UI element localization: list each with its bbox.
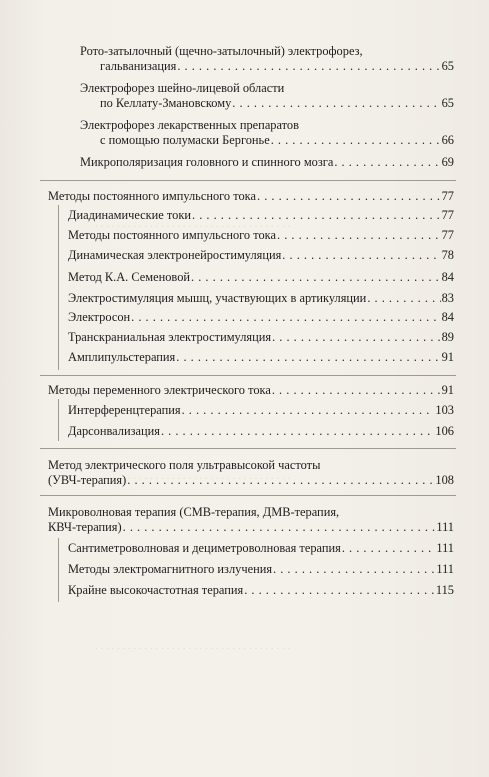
toc-entry[interactable]	[68, 350, 454, 365]
divider	[58, 205, 59, 370]
toc-entry[interactable]	[68, 310, 454, 325]
toc-entry-text: Амплипульстерапия	[68, 350, 176, 364]
show-through-text: . . . . . . . . . . . . . . . . . . . . . . . . . . . . . . . . . . . .	[95, 640, 291, 652]
toc-page-number: 91	[441, 350, 454, 364]
toc-entry-text: Микроволновая терапия (СМВ-терапия, ДМВ-терапия,	[48, 505, 340, 519]
toc-page-number: 84	[441, 310, 454, 324]
toc-entry-text: Микрополяризация головного и спинного мозга	[80, 155, 334, 169]
toc-page-number: 111	[436, 520, 454, 534]
toc-entry-text: Электросон	[68, 310, 131, 324]
toc-page-number: 106	[435, 424, 454, 438]
toc-entry-text: Методы переменного электрического тока	[48, 383, 271, 397]
toc-entry-text: Рото-затылочный (щечно-затылочный) электрофорез,	[80, 44, 363, 58]
toc-entry[interactable]	[80, 81, 454, 111]
toc-entry-text: Электростимуляция мышц, участвующих в артикуляции	[68, 291, 367, 305]
toc-entry[interactable]	[48, 189, 454, 204]
toc-entry-text: КВЧ-терапия)	[48, 520, 122, 534]
toc-page-number: 103	[435, 403, 454, 417]
toc-page-number: 65	[441, 59, 454, 73]
toc-page-number: 91	[441, 383, 454, 397]
toc-entry-text: (УВЧ-терапия)	[48, 473, 127, 487]
toc-entry[interactable]	[68, 330, 454, 345]
toc-entry-text: Методы электромагнитного излучения	[68, 562, 273, 576]
toc-entry[interactable]	[68, 562, 454, 577]
show-through-text: . . . . . . . . . . . . . . . . . . . . . . . . . . . . . . . . . . . .	[95, 470, 291, 482]
toc-entry[interactable]	[48, 458, 454, 488]
toc-page-number: 65	[441, 96, 454, 110]
toc-entry-text: Дарсонвализация	[68, 424, 160, 438]
toc-entry-text: Электрофорез шейно-лицевой области	[80, 81, 285, 95]
toc-page-number: 108	[435, 473, 454, 487]
toc-entry-text: Метод К.А. Семеновой	[68, 270, 191, 284]
show-through-text: . . . . . . . . . . . . . . . . . . . . . . . . . . . . . . . . . . . .	[95, 218, 291, 230]
toc-entry-text: Сантиметроволновая и дециметроволновая терапия	[68, 541, 341, 555]
toc-entry[interactable]	[48, 505, 454, 535]
divider	[58, 538, 59, 602]
toc-page-number: 77	[441, 208, 454, 222]
toc-entry[interactable]	[68, 208, 454, 223]
toc-entry[interactable]	[80, 44, 454, 74]
toc-page-number: 66	[441, 133, 454, 147]
divider	[58, 399, 59, 441]
toc-entry-text: Методы постоянного импульсного тока	[48, 189, 256, 203]
toc-entry-text: Методы постоянного импульсного тока	[68, 228, 276, 242]
toc-page-number: 111	[436, 541, 454, 555]
toc-page-number: 84	[441, 270, 454, 284]
toc-page-number: 78	[441, 248, 454, 262]
toc-page-number: 69	[441, 155, 454, 169]
toc-entry[interactable]	[68, 541, 454, 556]
toc-page-number: 111	[436, 562, 454, 576]
toc-entry[interactable]	[48, 383, 454, 398]
toc-page-number: 77	[441, 228, 454, 242]
divider	[40, 180, 456, 181]
toc-entry[interactable]	[80, 155, 454, 170]
toc-entry-text: с помощью полумаски Бергонье	[100, 133, 270, 147]
toc-entry[interactable]	[68, 291, 454, 306]
toc-entry[interactable]	[80, 118, 454, 148]
toc-entry[interactable]	[68, 228, 454, 243]
divider	[40, 448, 456, 449]
toc-page-number: 83	[441, 291, 454, 305]
toc-page-number: 89	[441, 330, 454, 344]
divider	[40, 495, 456, 496]
toc-entry-text: Диадинамические токи	[68, 208, 192, 222]
toc-entry-text: Крайне высокочастотная терапия	[68, 583, 244, 597]
toc-entry-text: Транскраниальная электростимуляция	[68, 330, 272, 344]
toc-entry-text: по Келлату-Змановскому	[100, 96, 232, 110]
toc-page-number: 115	[435, 583, 454, 597]
toc-entry-text: Динамическая электронейростимуляция	[68, 248, 282, 262]
toc-entry[interactable]	[68, 270, 454, 285]
toc-entry-text: Электрофорез лекарственных препаратов	[80, 118, 299, 132]
toc-entry-text: Метод электрического поля ультравысокой частоты	[48, 458, 321, 472]
toc-entry[interactable]	[68, 583, 454, 598]
divider	[40, 375, 456, 376]
toc-entry-text: Интерференцтерапия	[68, 403, 181, 417]
toc-entry[interactable]	[68, 403, 454, 418]
toc-entry-text: гальванизация	[100, 59, 177, 73]
toc-page-number: 77	[441, 189, 454, 203]
toc-entry[interactable]	[68, 248, 454, 263]
toc-entry[interactable]	[68, 424, 454, 439]
